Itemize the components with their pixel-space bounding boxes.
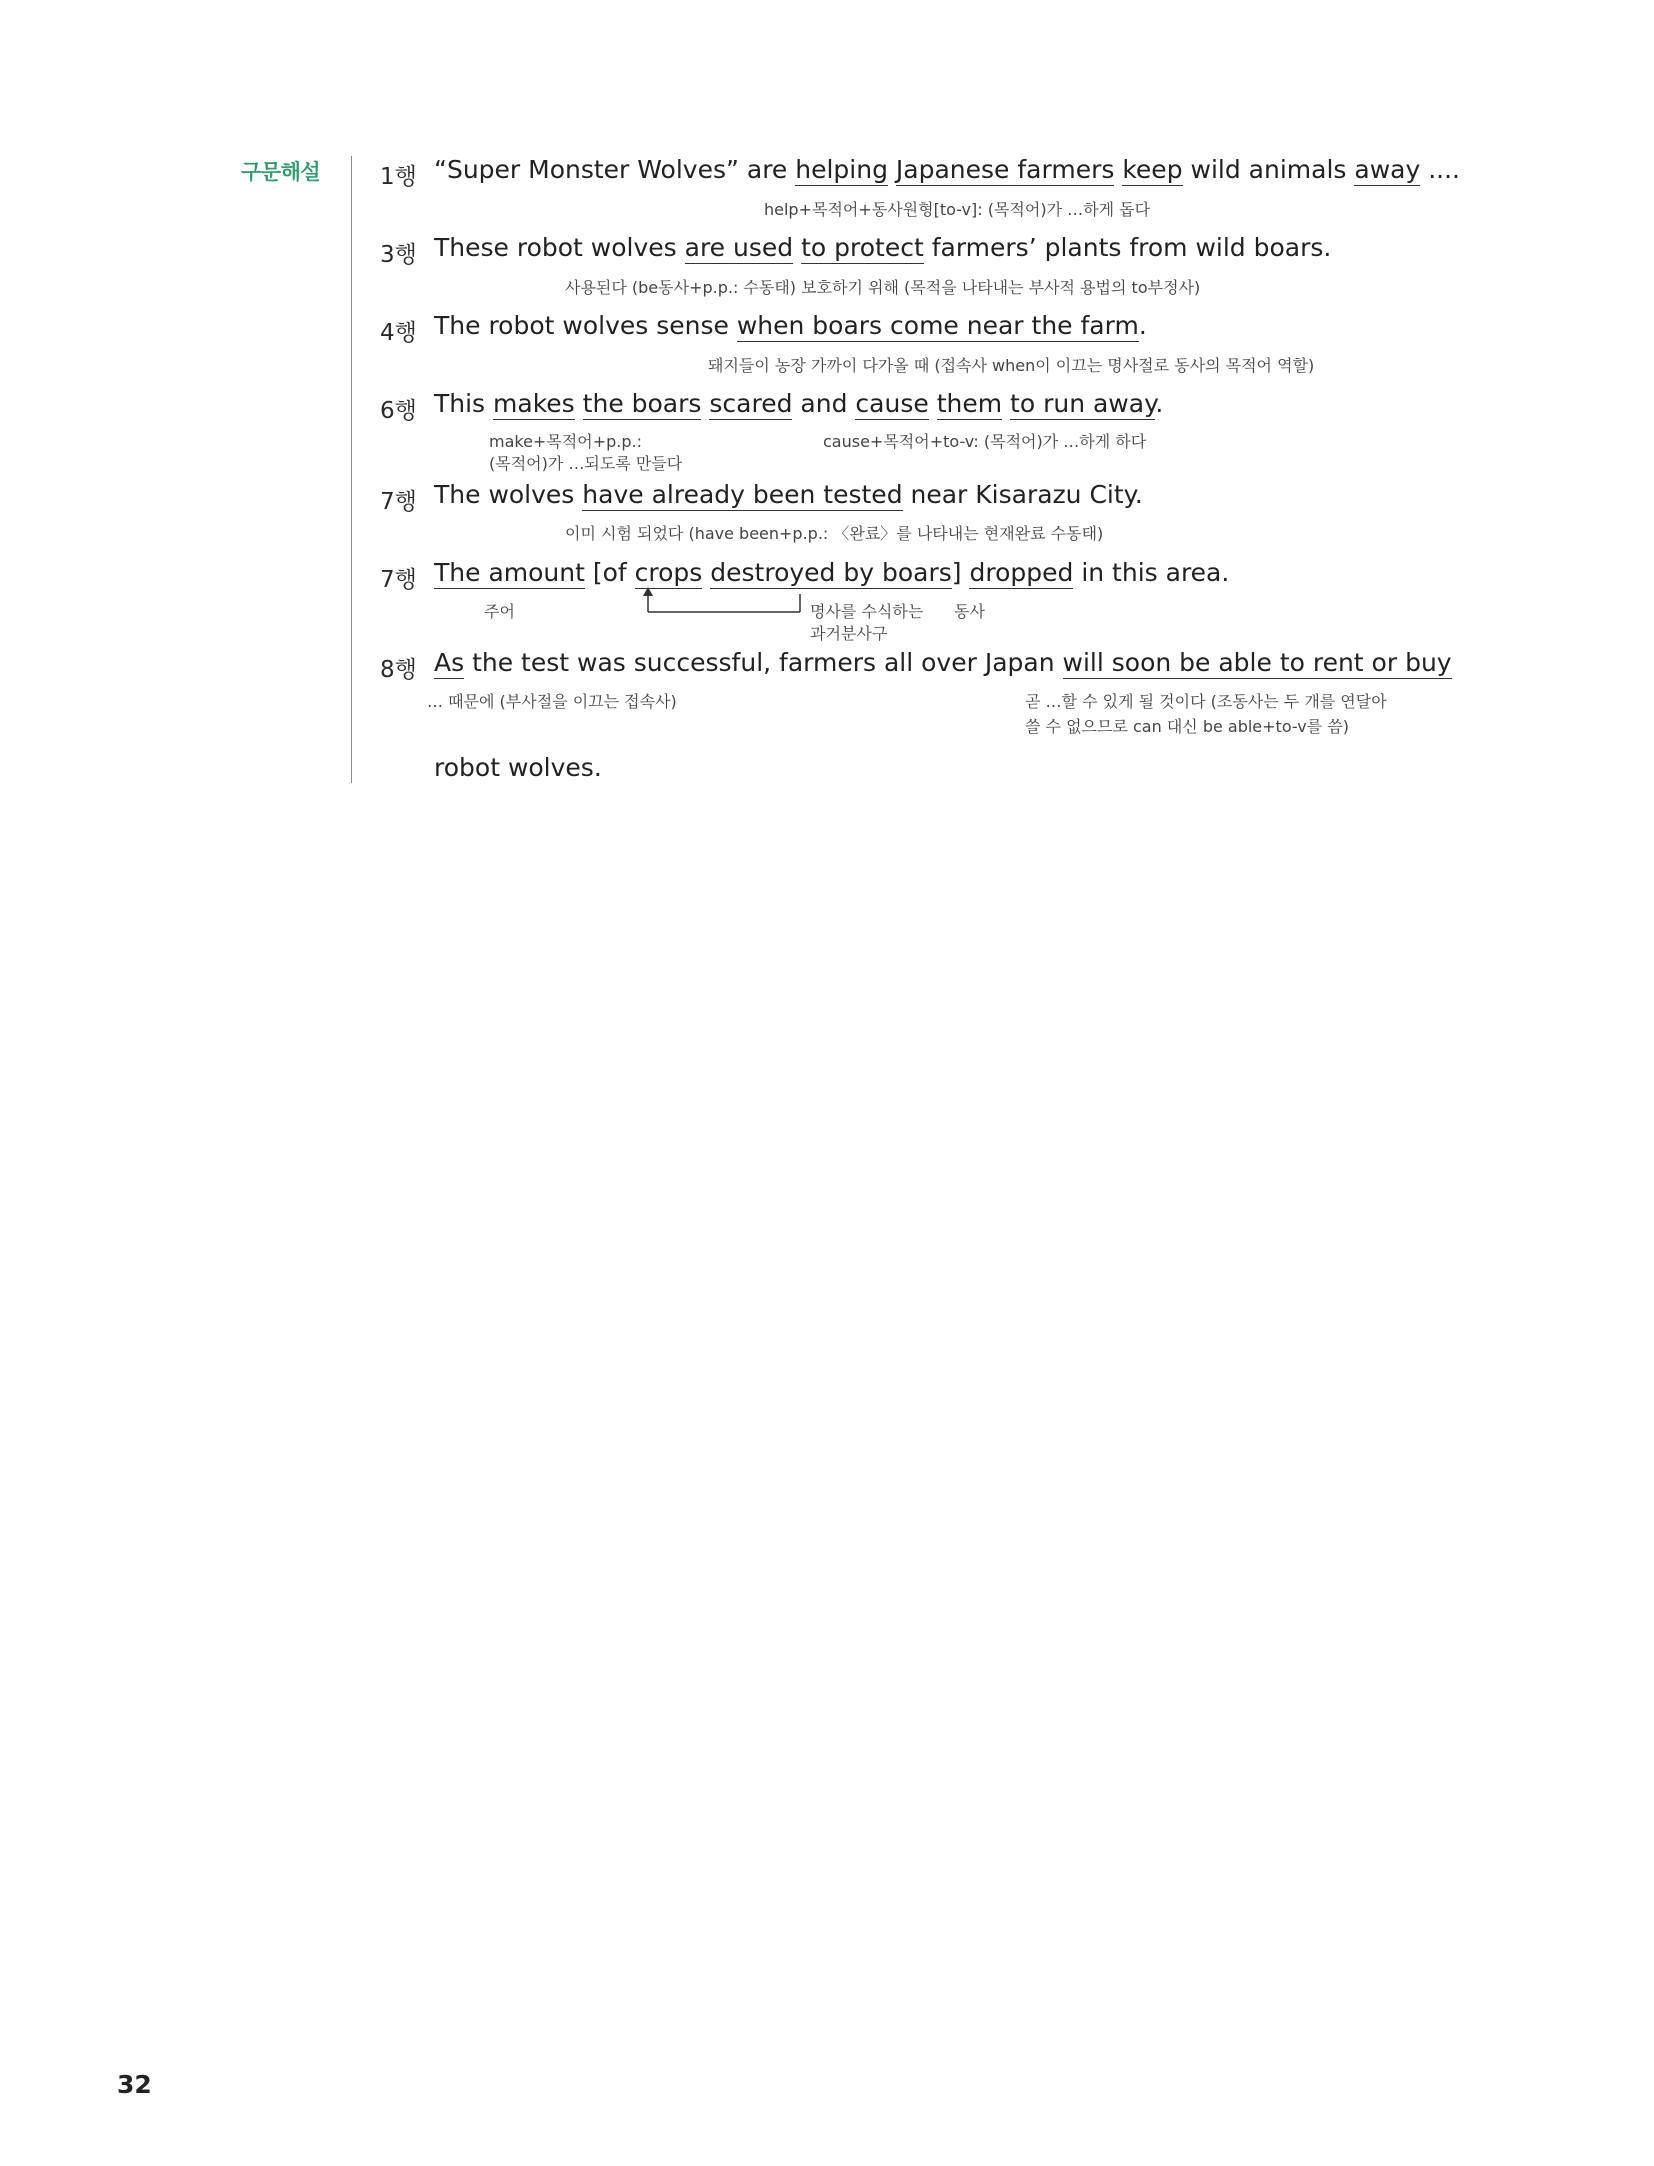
- underlined-phrase: have already been tested: [582, 480, 903, 509]
- underlined-phrase: to protect: [801, 233, 924, 262]
- annotation: 쓸 수 없으므로 can 대신 be able+to-v를 씀): [1025, 717, 1349, 736]
- text-segment: .: [1138, 311, 1147, 340]
- annotation: 이미 시험 되었다 (have been+p.p.: 〈완료〉를 나타내는 현재완료 수동태): [565, 524, 1104, 543]
- underlined-phrase: destroyed by boars: [710, 558, 952, 587]
- line-number: 7행: [380, 567, 417, 593]
- text-segment: ....: [1420, 155, 1460, 184]
- underlined-phrase: Japanese farmers: [895, 155, 1115, 184]
- text-segment: farmers’ plants from wild boars.: [923, 233, 1332, 262]
- text-segment: near Kisarazu City.: [902, 480, 1143, 509]
- text-segment: [of: [584, 558, 635, 587]
- underlined-phrase: The amount: [434, 558, 585, 587]
- sentence-continuation: robot wolves.: [434, 753, 602, 782]
- underlined-phrase: to run away: [1010, 389, 1156, 418]
- annotation: … 때문에 (부사절을 이끄는 접속사): [427, 692, 677, 711]
- underlined-phrase: scared: [709, 389, 793, 418]
- line-number: 8행: [380, 657, 417, 683]
- text-segment: These robot wolves: [434, 233, 685, 262]
- text-segment: “Super Monster Wolves” are: [434, 155, 796, 184]
- annotation: make+목적어+p.p.:: [489, 432, 642, 451]
- underlined-phrase: As: [434, 648, 465, 677]
- line-number: 6행: [380, 398, 417, 424]
- text-segment: The wolves: [434, 480, 583, 509]
- page-number: 32: [117, 2070, 152, 2099]
- text-segment: The robot wolves sense: [434, 311, 737, 340]
- text-segment: and: [792, 389, 856, 418]
- underlined-phrase: when boars come near the farm: [736, 311, 1139, 340]
- annotation: 돼지들이 농장 가까이 다가올 때 (접속사 when이 이끄는 명사절로 동사의 목적어 역할): [708, 356, 1315, 375]
- annotation: (목적어)가 …되도록 만들다: [489, 454, 683, 473]
- underlined-phrase: dropped: [969, 558, 1074, 587]
- annotation: 과거분사구: [810, 624, 888, 643]
- text-segment: the test was successful, farmers all over Japan: [464, 648, 1063, 677]
- text-segment: This: [434, 389, 494, 418]
- annotation: 주어: [484, 602, 515, 621]
- line-number: 1행: [380, 164, 417, 190]
- annotation: cause+목적어+to-v: (목적어)가 …하게 하다: [823, 432, 1147, 451]
- underlined-phrase: keep: [1122, 155, 1183, 184]
- section-title: 구문해설: [241, 160, 321, 184]
- underlined-phrase: them: [936, 389, 1003, 418]
- text-segment: ]: [951, 558, 970, 587]
- underlined-phrase: cause: [855, 389, 929, 418]
- text-segment: wild animals: [1182, 155, 1355, 184]
- annotation: 사용된다 (be동사+p.p.: 수동태) 보호하기 위해 (목적을 나타내는 부사적 용법의 to부정사): [565, 278, 1201, 297]
- underlined-phrase: away: [1354, 155, 1421, 184]
- line-number: 4행: [380, 320, 417, 346]
- text-segment: .: [1155, 389, 1164, 418]
- annotation: 곧 …할 수 있게 될 것이다 (조동사는 두 개를 연달아: [1025, 692, 1387, 711]
- underlined-phrase: helping: [795, 155, 888, 184]
- modifier-arrow: [0, 0, 1654, 700]
- sentence-line-8: [434, 648, 1452, 677]
- underlined-phrase: makes: [493, 389, 575, 418]
- line-number: 3행: [380, 242, 417, 268]
- underlined-phrase: the boars: [582, 389, 702, 418]
- annotation: 동사: [954, 602, 985, 621]
- text-segment: in this area.: [1073, 558, 1230, 587]
- underlined-phrase: are used: [684, 233, 794, 262]
- annotation: help+목적어+동사원형[to-v]: (목적어)가 …하게 돕다: [764, 200, 1151, 219]
- underlined-phrase: crops: [634, 558, 703, 587]
- underlined-phrase: will soon be able to rent or buy: [1062, 648, 1452, 677]
- annotation: 명사를 수식하는: [810, 602, 924, 621]
- line-number: 7행: [380, 489, 417, 515]
